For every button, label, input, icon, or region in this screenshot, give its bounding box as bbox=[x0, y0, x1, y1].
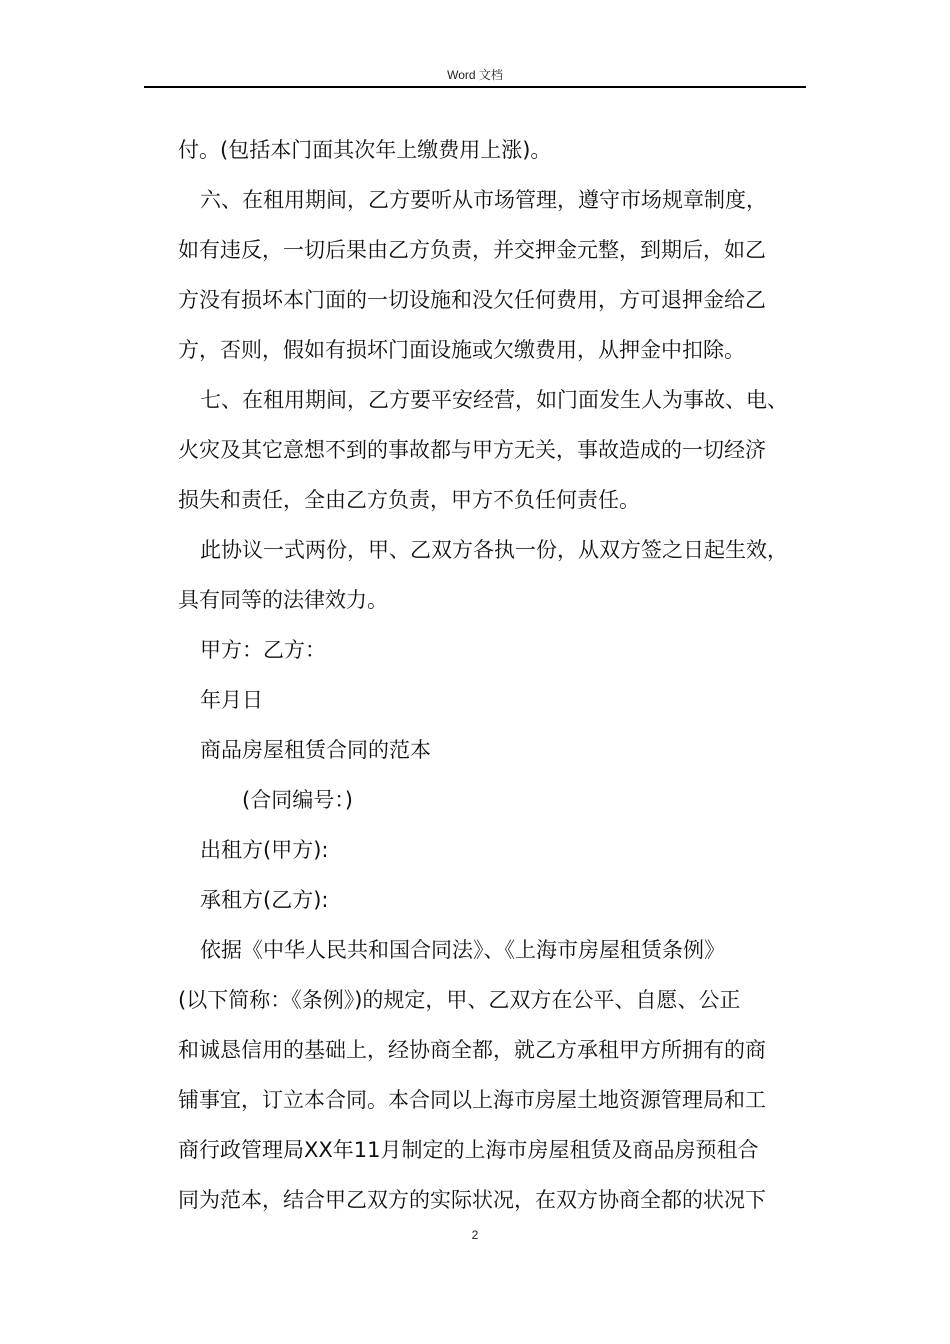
signature-parties: 甲方：乙方： bbox=[200, 638, 326, 662]
body-line: 铺事宜，订立本合同。本合同以上海市房屋土地资源管理局和工 bbox=[178, 1088, 766, 1112]
body-line: 和诚恳信用的基础上，经协商全都，就乙方承租甲方所拥有的商 bbox=[178, 1038, 766, 1062]
header-rule bbox=[144, 86, 806, 88]
body-line: (以下简称：《条例》)的规定，甲、乙双方在公平、自愿、公正 bbox=[178, 988, 741, 1012]
body-line: 此协议一式两份，甲、乙双方各执一份，从双方签之日起生效， bbox=[200, 538, 788, 562]
header-label: Word 文档 bbox=[447, 68, 503, 82]
body-line: 同为范本，结合甲乙双方的实际状况，在双方协商全都的状况下 bbox=[178, 1188, 766, 1212]
body-line: 如有违反，一切后果由乙方负责，并交押金元整，到期后，如乙 bbox=[178, 238, 766, 262]
body-line: 损失和责任，全由乙方负责，甲方不负任何责任。 bbox=[178, 488, 640, 512]
body-line: 方没有损坏本门面的一切设施和没欠任何费用，方可退押金给乙 bbox=[178, 288, 766, 312]
lessee-line: 承租方(乙方): bbox=[200, 888, 329, 912]
body-line: 方，否则，假如有损坏门面设施或欠缴费用，从押金中扣除。 bbox=[178, 338, 745, 362]
contract-title: 商品房屋租赁合同的范本 bbox=[200, 738, 431, 762]
body-line: 七、在租用期间，乙方要平安经营，如门面发生人为事故、电、 bbox=[200, 388, 788, 412]
signature-date: 年月日 bbox=[200, 688, 263, 712]
body-line: 六、在租用期间，乙方要听从市场管理，遵守市场规章制度， bbox=[200, 188, 767, 212]
body-line: 依据《中华人民共和国合同法》、《上海市房屋租赁条例》 bbox=[200, 938, 725, 962]
page-number: 2 bbox=[471, 1228, 479, 1242]
contract-number: (合同编号：) bbox=[242, 788, 353, 812]
body-line: 具有同等的法律效力。 bbox=[178, 588, 388, 612]
lessor-line: 出租方(甲方): bbox=[200, 838, 329, 862]
body-line: 付。(包括本门面其次年上缴费用上涨)。 bbox=[178, 138, 552, 162]
body-line: 火灾及其它意想不到的事故都与甲方无关，事故造成的一切经济 bbox=[178, 438, 766, 462]
body-line: 商行政管理局XX年11月制定的上海市房屋租赁及商品房预租合 bbox=[178, 1138, 759, 1162]
